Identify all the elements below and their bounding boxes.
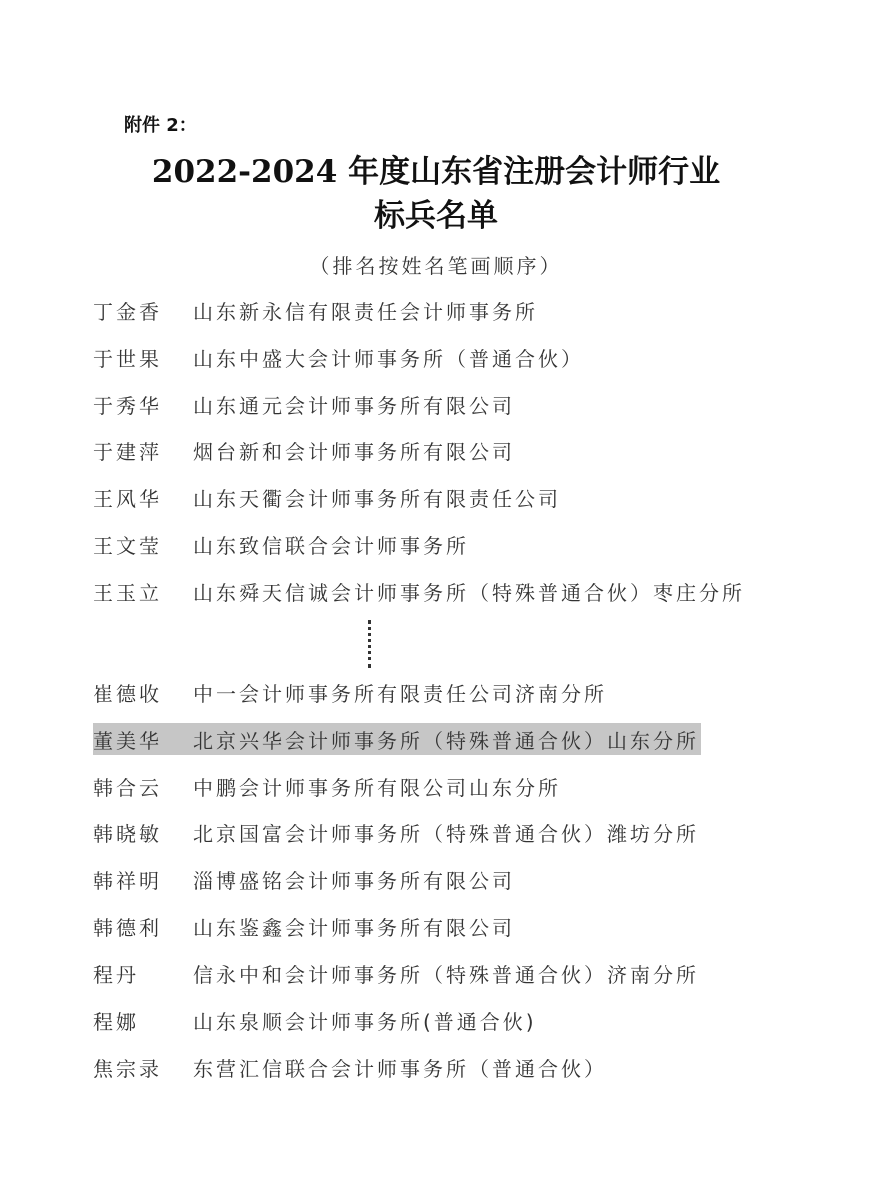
firm-name: 山东致信联合会计师事务所 (193, 533, 469, 558)
list-item (93, 957, 699, 989)
list-item (93, 528, 469, 560)
person-name: 韩德利 (93, 915, 162, 940)
person-name: 王风华 (93, 486, 162, 511)
person-name: 于世果 (93, 346, 162, 371)
firm-name: 中鹏会计师事务所有限公司山东分所 (193, 775, 561, 800)
firm-name: 山东新永信有限责任会计师事务所 (193, 299, 538, 324)
list-item (93, 910, 515, 942)
list-item (93, 863, 515, 895)
vertical-ellipsis-icon (368, 620, 375, 668)
person-name: 于秀华 (93, 393, 162, 418)
person-name: 崔德收 (93, 681, 162, 706)
list-item (93, 575, 745, 607)
firm-name: 山东泉顺会计师事务所(普通合伙) (193, 1009, 537, 1034)
firm-name: 山东舜天信诚会计师事务所（特殊普通合伙）枣庄分所 (193, 580, 745, 605)
list-item (93, 676, 607, 708)
list-item (93, 1004, 537, 1036)
firm-name: 东营汇信联合会计师事务所（普通合伙） (193, 1056, 607, 1081)
page-title-line-2: 标兵名单 (374, 198, 498, 234)
person-name: 焦宗录 (93, 1056, 162, 1081)
list-item-highlighted (93, 723, 701, 755)
person-name: 王玉立 (93, 580, 162, 605)
person-name: 程丹 (93, 962, 139, 987)
subtitle: （排名按姓名笔画顺序） (309, 254, 563, 278)
attachment-label: 附件 2： (124, 115, 197, 136)
firm-name: 山东通元会计师事务所有限公司 (193, 393, 515, 418)
firm-name: 淄博盛铭会计师事务所有限公司 (193, 868, 515, 893)
list-item (93, 294, 538, 326)
list-item (93, 341, 584, 373)
page-title-line-1: 2022-2024 年度山东省注册会计师行业 (151, 154, 721, 190)
person-name: 韩晓敏 (93, 821, 162, 846)
list-item (93, 770, 561, 802)
person-name: 韩合云 (93, 775, 162, 800)
person-name: 王文莹 (93, 533, 162, 558)
list-item (93, 481, 561, 513)
person-name: 于建萍 (93, 439, 162, 464)
list-item (93, 388, 515, 420)
list-item (93, 1051, 607, 1083)
firm-name: 中一会计师事务所有限责任公司济南分所 (193, 681, 607, 706)
person-name: 程娜 (93, 1009, 139, 1034)
person-name: 董美华 (93, 728, 162, 753)
list-item (93, 816, 699, 848)
firm-name: 烟台新和会计师事务所有限公司 (193, 439, 515, 464)
firm-name: 信永中和会计师事务所（特殊普通合伙）济南分所 (193, 962, 699, 987)
list-item (93, 434, 515, 466)
person-name: 韩祥明 (93, 868, 162, 893)
firm-name: 山东鉴鑫会计师事务所有限公司 (193, 915, 515, 940)
firm-name: 北京兴华会计师事务所（特殊普通合伙）山东分所 (193, 728, 699, 753)
firm-name: 山东天衢会计师事务所有限责任公司 (193, 486, 561, 511)
person-name: 丁金香 (93, 299, 162, 324)
firm-name: 北京国富会计师事务所（特殊普通合伙）潍坊分所 (193, 821, 699, 846)
firm-name: 山东中盛大会计师事务所（普通合伙） (193, 346, 584, 371)
